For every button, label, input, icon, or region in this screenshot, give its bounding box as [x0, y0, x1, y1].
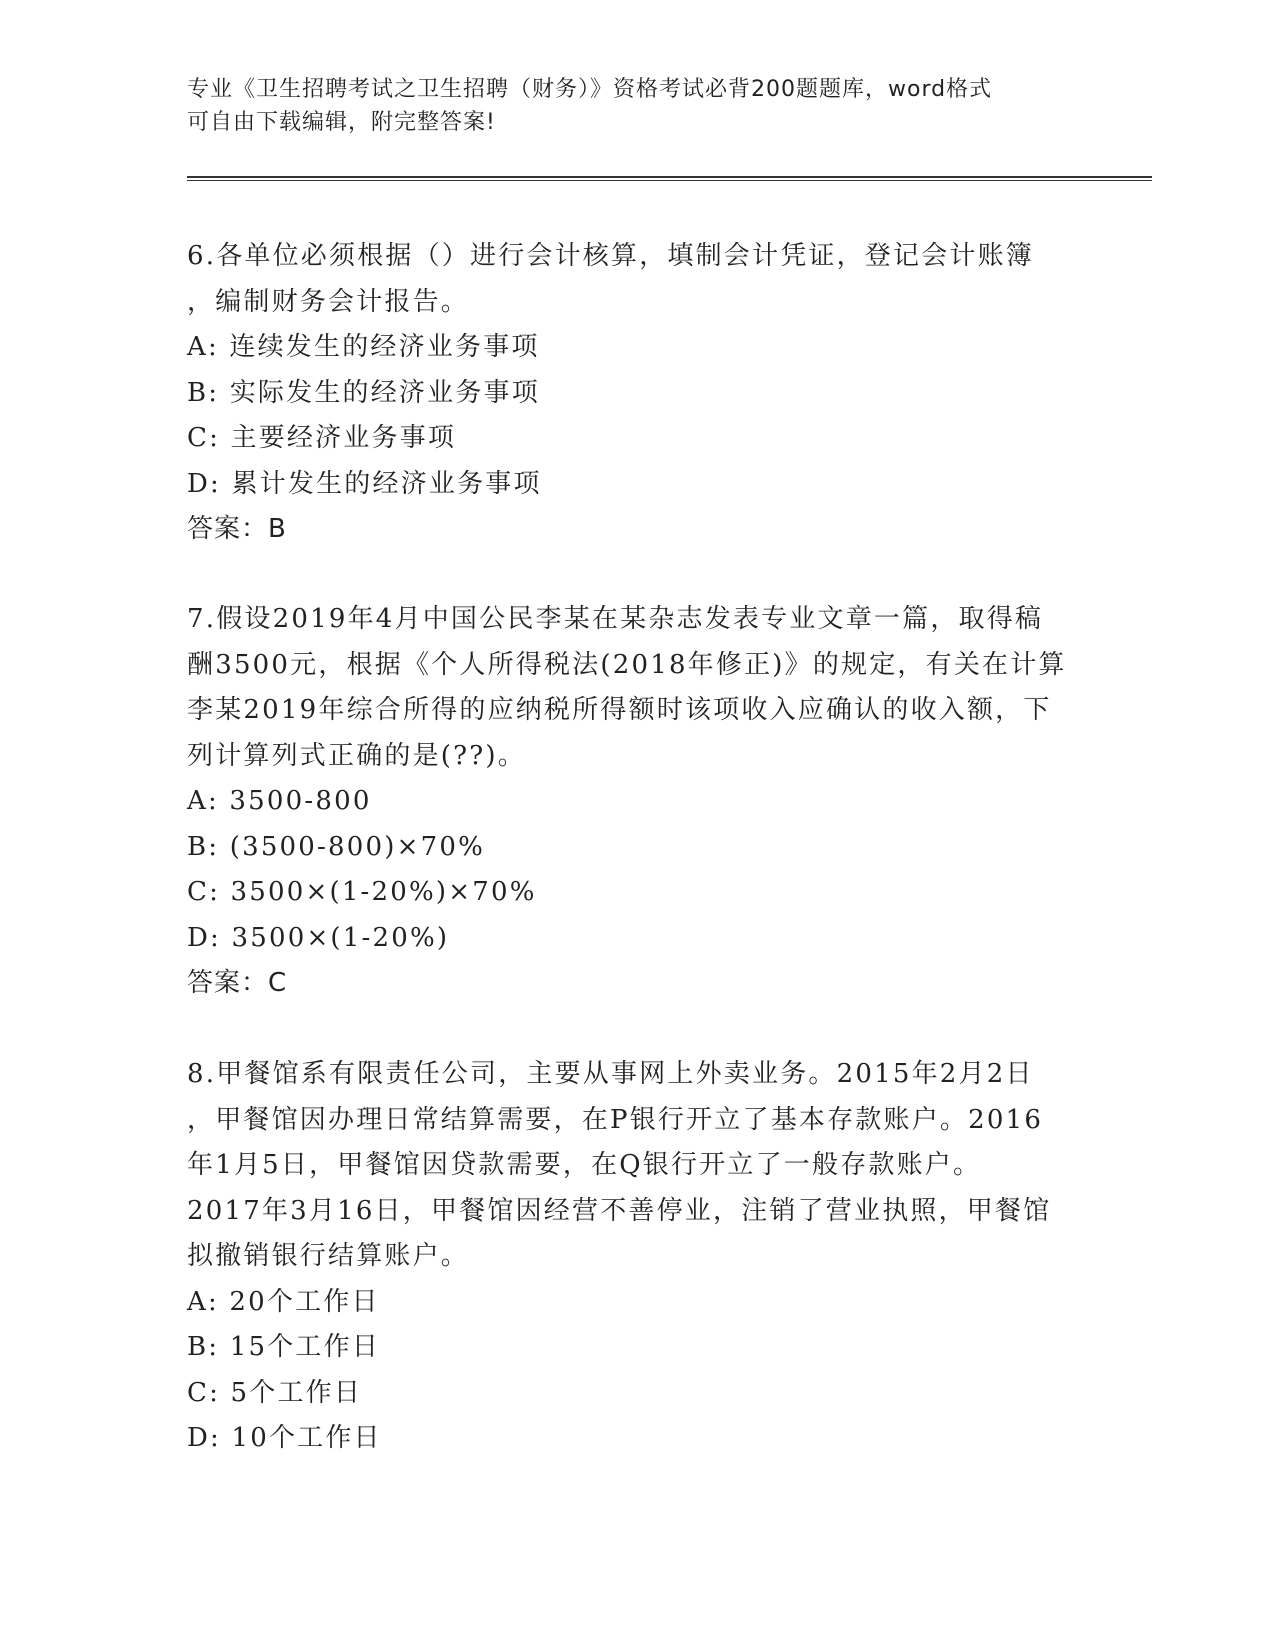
option-b: B: 实际发生的经济业务事项: [187, 377, 540, 408]
header-divider: [187, 176, 1152, 181]
option-c: C: 5个工作日: [187, 1377, 363, 1408]
answer: 答案：C: [187, 968, 288, 998]
question-text-line: 6.各单位必须根据（）进行会计核算，填制会计凭证，登记会计账簿: [187, 241, 1035, 271]
question-text-line: 列计算列式正确的是(??)。: [187, 740, 526, 771]
option-a: A: 连续发生的经济业务事项: [187, 332, 540, 362]
option-a: A: 20个工作日: [187, 1286, 380, 1317]
header-line: 专业《卫生招聘考试之卫生招聘（财务）》资格考试必背200题题库，word格式: [187, 77, 993, 102]
header-line: 可自由下载编辑，附完整答案!: [187, 110, 496, 135]
question-text-line: 8.甲餐馆系有限责任公司，主要从事网上外卖业务。2015年2月2日: [187, 1059, 1034, 1089]
option-c: C: 主要经济业务事项: [187, 423, 457, 453]
option-d: D: 累计发生的经济业务事项: [187, 468, 542, 499]
question-text-line: 拟撤销银行结算账户。: [187, 1241, 470, 1271]
question-text-line: 7.假设2019年4月中国公民李某在某杂志发表专业文章一篇，取得稿: [187, 604, 1044, 634]
question-text-line: 李某2019年综合所得的应纳税所得额时该项收入应确认的收入额，下: [187, 695, 1052, 725]
document-header: [187, 73, 1087, 139]
option-b: B: (3500-800)×70%: [187, 831, 485, 862]
question-text-line: ，编制财务会计报告。: [187, 286, 470, 317]
question-7: [187, 597, 1087, 1007]
question-8: [187, 1052, 1087, 1462]
option-c: C: 3500×(1-20%)×70%: [187, 877, 537, 907]
question-text-line: 酬3500元，根据《个人所得税法(2018年修正)》的规定，有关在计算: [187, 649, 1067, 680]
option-d: D: 10个工作日: [187, 1423, 382, 1453]
question-6: [187, 234, 1087, 553]
question-text-line: 年1月5日，甲餐馆因贷款需要，在Q银行开立了一般存款账户。: [187, 1150, 982, 1180]
question-text-line: 2017年3月16日，甲餐馆因经营不善停业，注销了营业执照，甲餐馆: [187, 1195, 1052, 1226]
option-a: A: 3500-800: [187, 786, 372, 816]
option-d: D: 3500×(1-20%): [187, 922, 450, 953]
question-text-line: ，甲餐馆因办理日常结算需要，在P银行开立了基本存款账户。2016: [187, 1104, 1044, 1135]
answer: 答案：B: [187, 514, 287, 544]
option-b: B: 15个工作日: [187, 1332, 381, 1362]
